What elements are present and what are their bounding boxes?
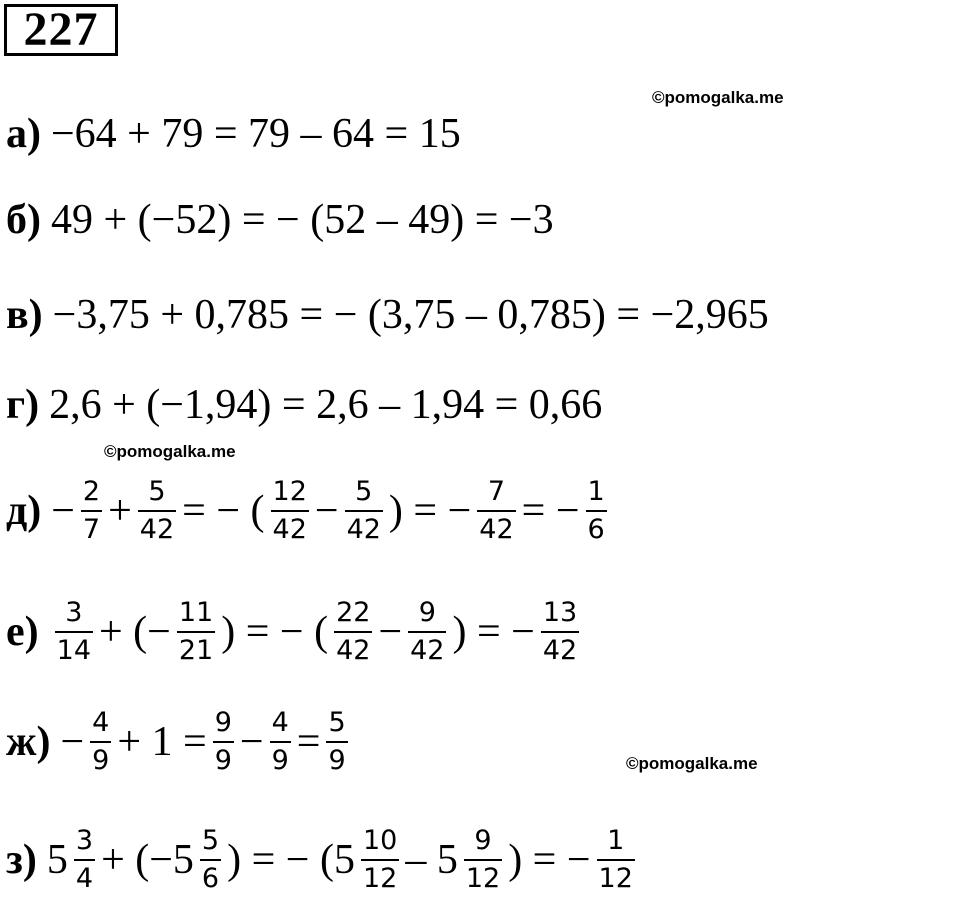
fraction-bar (326, 741, 347, 743)
fraction-numerator: 12 (272, 476, 307, 508)
fraction-denominator: 42 (410, 634, 445, 666)
fraction (213, 708, 234, 775)
fraction-numerator: 13 (542, 597, 578, 629)
fraction-bar (271, 510, 309, 512)
fraction-bar (213, 741, 234, 743)
fraction (90, 708, 111, 775)
expression-text: − (239, 719, 264, 765)
expression-text: = (296, 719, 321, 765)
fraction-denominator: 21 (178, 634, 214, 666)
fraction-bar (177, 631, 215, 633)
fraction (408, 598, 446, 665)
expression-text: − (60, 719, 85, 765)
expression-text: + 1 = (117, 719, 207, 765)
fraction-numerator: 1 (587, 476, 605, 508)
fraction-numerator: 2 (82, 476, 101, 508)
expression-text: + (− (99, 609, 171, 655)
expression-text: ) = − (452, 609, 535, 655)
problem-number: 227 (4, 4, 118, 56)
fraction-numerator: 10 (362, 825, 398, 857)
fraction (55, 598, 93, 665)
fraction-bar (138, 510, 176, 512)
expression-text: ) = − (388, 488, 472, 534)
fraction-numerator: 22 (336, 597, 371, 629)
fraction-numerator: 9 (474, 825, 492, 857)
fraction-bar (200, 859, 221, 861)
item-label: в) (6, 292, 43, 338)
fraction (271, 477, 309, 544)
fraction (270, 708, 291, 775)
fraction-denominator: 6 (587, 513, 605, 545)
fraction-numerator: 3 (75, 825, 94, 857)
fraction-denominator: 6 (201, 862, 220, 894)
fraction (177, 598, 215, 665)
fraction-denominator: 12 (362, 862, 398, 894)
fraction-bar (74, 859, 95, 861)
expression-text: − (51, 488, 75, 534)
solution-row (6, 591, 585, 673)
fraction-bar (586, 510, 607, 512)
fraction (200, 826, 221, 893)
fraction-numerator: 9 (214, 707, 232, 739)
fraction-denominator: 12 (598, 862, 633, 894)
fraction-denominator: 9 (271, 744, 289, 776)
fraction (334, 598, 372, 665)
fraction-bar (477, 510, 515, 512)
watermark: ©pomogalka.me (104, 442, 236, 461)
expression-text: −64 + 79 = 79 – 64 = 15 (51, 111, 461, 157)
solution-row (6, 287, 769, 343)
expression-text: = − ( (182, 488, 265, 534)
fraction-denominator: 42 (479, 513, 514, 545)
expression-text: 49 + (−52) = − (52 – 49) = −3 (51, 197, 554, 243)
fraction-denominator: 42 (346, 513, 381, 545)
fraction-denominator: 42 (139, 513, 175, 545)
fraction (361, 826, 399, 893)
fraction-denominator: 7 (82, 513, 101, 545)
expression-text: = − (521, 488, 580, 534)
fraction (586, 477, 607, 544)
fraction-bar (270, 741, 291, 743)
expression-text: 5 (46, 837, 68, 883)
fraction-denominator: 9 (92, 744, 110, 776)
watermark: ©pomogalka.me (626, 754, 758, 773)
expression-text: ) = − (5 (227, 837, 355, 883)
fraction (345, 477, 383, 544)
fraction-bar (541, 631, 579, 633)
expression-text: − (378, 609, 403, 655)
solution-row (6, 192, 554, 248)
fraction-bar (597, 859, 635, 861)
solution-row (6, 819, 641, 901)
solution-row (6, 701, 354, 783)
fraction-numerator: 5 (328, 707, 346, 739)
fraction-denominator: 14 (56, 634, 91, 666)
item-label: б) (6, 197, 41, 243)
item-label: е) (6, 609, 39, 655)
fraction (74, 826, 95, 893)
fraction (138, 477, 176, 544)
fraction (81, 477, 102, 544)
fraction-numerator: 5 (355, 476, 373, 508)
fraction (477, 477, 515, 544)
solution-row (6, 106, 461, 162)
item-label: ж) (6, 719, 51, 765)
solution-row (6, 377, 602, 433)
fraction (326, 708, 347, 775)
fraction-numerator: 5 (148, 476, 166, 508)
fraction-numerator: 9 (418, 597, 436, 629)
item-label: а) (6, 111, 41, 157)
solution-row (6, 470, 613, 552)
fraction-bar (361, 859, 399, 861)
fraction-numerator: 11 (178, 597, 214, 629)
fraction-numerator: 1 (607, 825, 625, 857)
fraction-bar (90, 741, 111, 743)
fraction (597, 826, 635, 893)
expression-text: + (108, 488, 132, 534)
fraction-denominator: 4 (75, 862, 94, 894)
expression-text: − (314, 488, 339, 534)
fraction-numerator: 5 (201, 825, 220, 857)
fraction-bar (345, 510, 383, 512)
fraction-bar (334, 631, 372, 633)
expression-text: 2,6 + (−1,94) = 2,6 – 1,94 = 0,66 (49, 382, 603, 428)
expression-text: – 5 (405, 837, 458, 883)
fraction-denominator: 9 (328, 744, 346, 776)
fraction-bar (81, 510, 102, 512)
fraction-denominator: 12 (465, 862, 501, 894)
fraction-denominator: 42 (336, 634, 371, 666)
watermark: ©pomogalka.me (652, 88, 784, 107)
fraction (464, 826, 502, 893)
fraction-denominator: 42 (542, 634, 578, 666)
fraction-bar (408, 631, 446, 633)
expression-text: + (−5 (101, 837, 194, 883)
fraction-denominator: 9 (214, 744, 232, 776)
item-label: г) (6, 382, 40, 428)
expression-text: −3,75 + 0,785 = − (3,75 – 0,785) = −2,965 (52, 292, 769, 338)
fraction-numerator: 7 (487, 476, 506, 508)
fraction (541, 598, 579, 665)
expression-text: ) = − ( (221, 609, 329, 655)
fraction-numerator: 4 (271, 707, 289, 739)
fraction-denominator: 42 (272, 513, 307, 545)
fraction-bar (55, 631, 93, 633)
expression-text: ) = − (508, 837, 591, 883)
fraction-numerator: 4 (92, 707, 110, 739)
fraction-numerator: 3 (65, 597, 83, 629)
item-label: д) (6, 488, 42, 534)
item-label: з) (6, 837, 37, 883)
fraction-bar (464, 859, 502, 861)
